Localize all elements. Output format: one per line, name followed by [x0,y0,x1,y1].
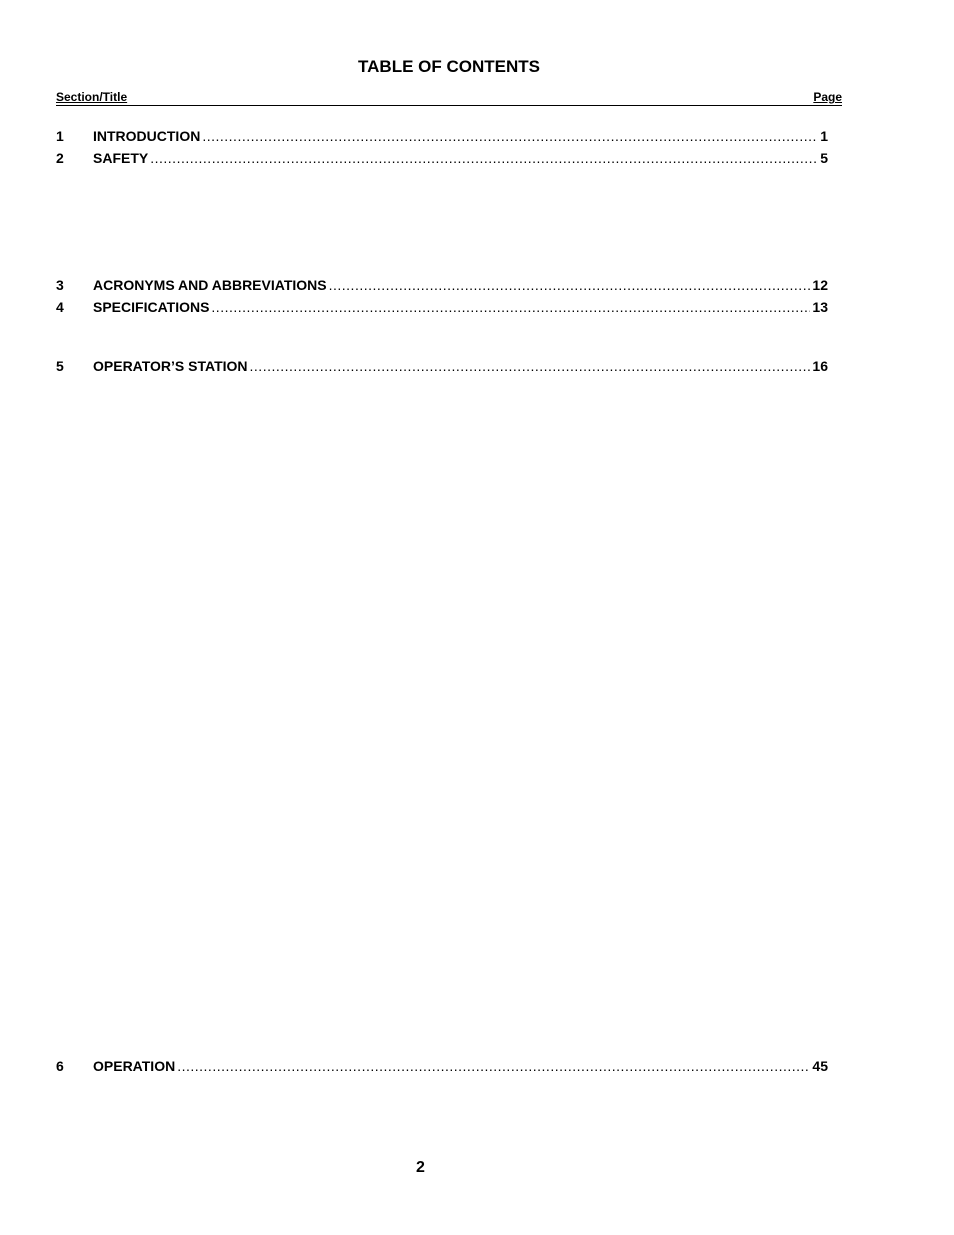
toc-entry-page: 45 [812,1058,828,1074]
section-title-header: Section/Title [56,90,128,104]
toc-entry-page: 5 [820,150,828,166]
page-header: Page [813,90,842,104]
toc-entry-title: SAFETY [93,150,149,166]
page-title: TABLE OF CONTENTS [358,57,540,76]
toc-entry-title: INTRODUCTION [93,128,201,144]
toc-entry-page: 16 [812,358,828,374]
toc-entry-number: 3 [56,277,64,293]
footer-page-number: 2 [416,1159,425,1176]
dot-leader [177,1057,810,1075]
toc-entry-page: 13 [812,299,828,315]
dot-leader [202,127,818,145]
toc-entry-number: 2 [56,150,64,166]
dot-leader [250,357,811,375]
dot-leader [211,298,810,316]
toc-entry-number: 5 [56,358,64,374]
toc-entry-page: 1 [820,128,828,144]
toc-entry-title: OPERATOR’S STATION [93,358,248,374]
toc-entry-introduction[interactable] [56,127,828,145]
toc-entry-number: 4 [56,299,64,315]
toc-entry-safety[interactable] [56,149,828,167]
toc-entry-title: SPECIFICATIONS [93,299,210,315]
toc-entry-title: ACRONYMS AND ABBREVIATIONS [93,277,327,293]
toc-entry-specifications[interactable] [56,298,828,316]
dot-leader [329,276,811,294]
toc-entry-operation[interactable] [56,1057,828,1075]
toc-entry-title: OPERATION [93,1058,176,1074]
toc-entry-number: 1 [56,128,64,144]
toc-entry-acronyms[interactable] [56,276,828,294]
toc-entry-page: 12 [812,277,828,293]
toc-header-row [56,90,842,106]
dot-leader [150,149,818,167]
toc-entry-operators-station[interactable] [56,357,828,375]
toc-entry-number: 6 [56,1058,64,1074]
